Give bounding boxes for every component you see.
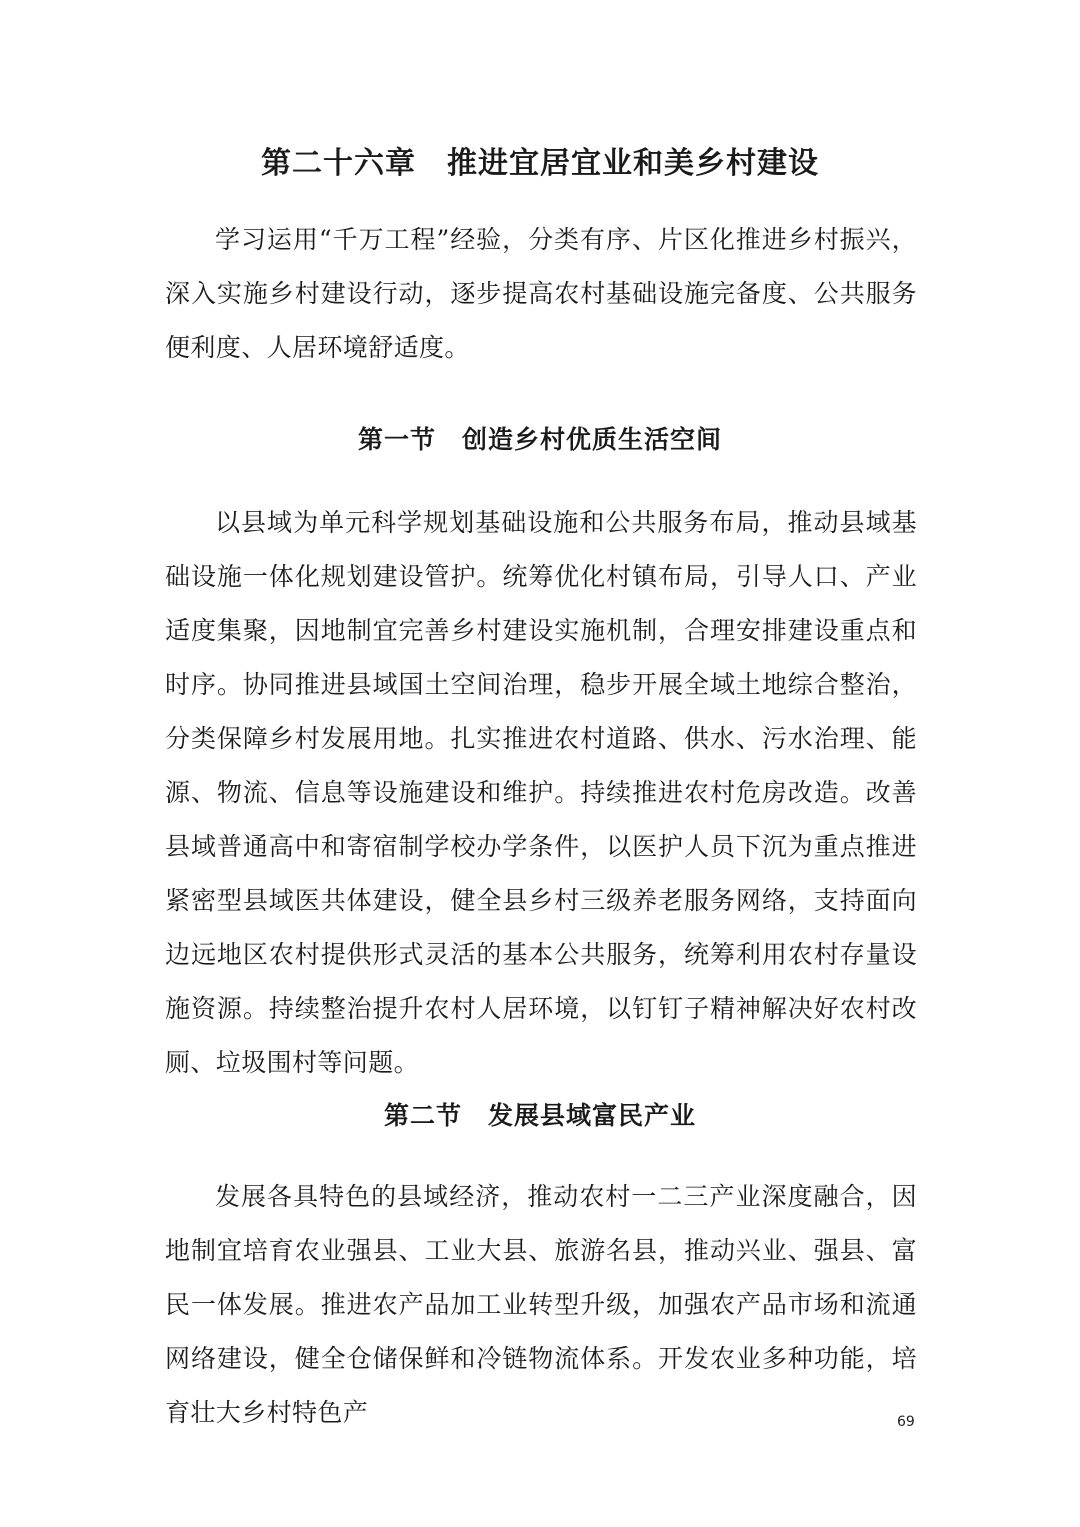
section-1-title: 第一节 创造乡村优质生活空间	[357, 425, 722, 454]
page-number: 69	[897, 1414, 915, 1430]
section-1-paragraph: 以县域为单元科学规划基础设施和公共服务布局，推动县域基础设施一体化规划建设管护。统筹优化村镇布局，引导人口、产业适度集聚，因地制宜完善乡村建设实施机制，合理安排建设重点和时序。协同推进县域国土空间治理，稳步开展全域土地综合整治，分类保障乡村发展用地。扎实推进农村道路、供水、污水治理、能源、物流、信息等设施建设和维护。持续推进农村危房改造。改善县域普通高中和寄宿制学校办学条件，以医护人员下沉为重点推进紧密型县域医共体建设，健全县乡村三级养老服务网络，支持面向边远地区农村提供形式灵活的基本公共服务，统筹利用农村存量设施资源。持续整治提升农村人居环境，以钉钉子精神解决好农村改厕、垃圾围村等问题。	[165, 508, 917, 1077]
intro-paragraph: 学习运用“千万工程”经验，分类有序、片区化推进乡村振兴，深入实施乡村建设行动，逐步提高农村基础设施完备度、公共服务便利度、人居环境舒适度。	[165, 225, 917, 362]
section-2-title: 第二节 发展县域富民产业	[383, 1101, 696, 1130]
section-2-paragraph: 发展各具特色的县域经济，推动农村一二三产业深度融合，因地制宜培育农业强县、工业大县、旅游名县，推动兴业、强县、富民一体发展。推进农产品加工业转型升级，加强农产品市场和流通网络建设，健全仓储保鲜和冷链物流体系。开发农业多种功能，培育壮大乡村特色产	[165, 1182, 917, 1427]
chapter-title: 第二十六章 推进宜居宜业和美乡村建设	[261, 146, 819, 181]
